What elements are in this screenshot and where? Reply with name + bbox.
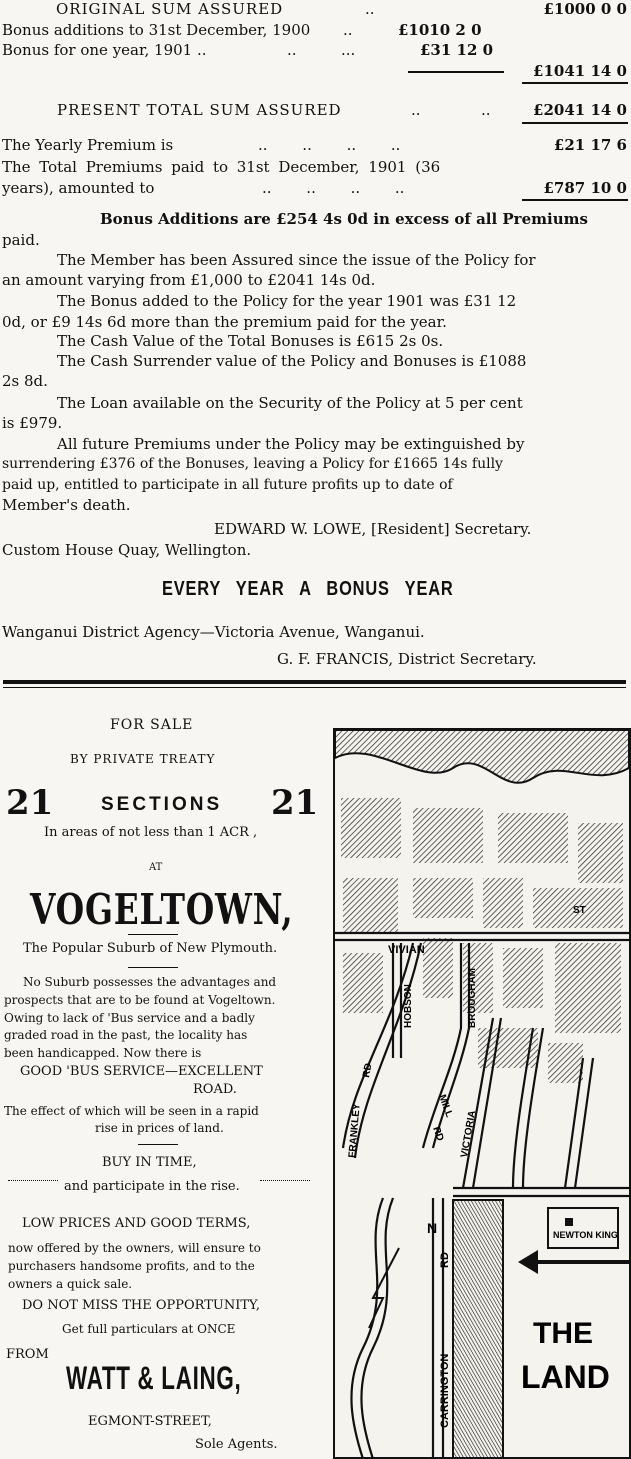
effect-line2: rise in prices of land. <box>95 1121 224 1135</box>
present-total-amount: £2041 14 0 <box>533 101 627 119</box>
sale-para1-line1: No Suburb possesses the advantages and <box>23 975 277 989</box>
district-secretary: G. F. FRANCIS, District Secretary. <box>277 650 537 668</box>
sections-title: SECTIONS <box>101 794 223 815</box>
buy-in-time: BUY IN TIME, <box>102 1155 197 1170</box>
vivian-label: VIVIAN <box>388 944 425 956</box>
offered-line1: now offered by the owners, will ensure to <box>8 1241 261 1255</box>
offered-line2: purchasers handsome profits, and to the <box>8 1259 255 1273</box>
sole-agents: Sole Agents. <box>195 1437 278 1452</box>
present-total-dots-2: .. <box>481 101 491 119</box>
carrington-label: CARRINGTON <box>439 1353 451 1428</box>
from-text: FROM <box>6 1347 49 1362</box>
land-for-sale-block <box>453 1200 503 1459</box>
for-sale-heading: FOR SALE <box>110 717 194 733</box>
section-divider-thin <box>3 687 626 688</box>
bonus-slogan: EVERY YEAR A BONUS YEAR <box>162 578 454 600</box>
para-surrender-2: 2s 8d. <box>2 372 48 390</box>
yearly-premium-label: The Yearly Premium is <box>2 136 174 154</box>
present-total-label: PRESENT TOTAL SUM ASSURED <box>57 101 342 119</box>
victoria-label: VICTORIA <box>459 1109 479 1159</box>
newton-king-label: NEWTON KING <box>553 1230 618 1240</box>
good-bus-line2: ROAD. <box>193 1082 237 1097</box>
present-rule <box>522 122 628 124</box>
para-loan-1: The Loan available on the Security of the Policy at 5 per cent <box>57 394 523 412</box>
participate-text: and participate in the rise. <box>64 1179 240 1194</box>
bonus-year-label: Bonus for one year, 1901 .. <box>2 41 207 59</box>
agents-street: EGMONT-STREET, <box>88 1414 212 1429</box>
offered-line3: owners a quick sale. <box>8 1277 133 1291</box>
yearly-premium-amount: £21 17 6 <box>553 136 627 154</box>
para-future-4: Member's death. <box>2 496 131 514</box>
st-label: ST <box>573 905 586 916</box>
secretary-signature: EDWARD W. LOWE, [Resident] Secretary. <box>214 520 532 538</box>
bonus-total-amount: £1041 14 0 <box>533 62 627 80</box>
para-future-3: paid up, entitled to participate in all future profits up to date of <box>2 477 453 493</box>
brougham-label: BROUGHAM <box>467 968 478 1028</box>
para-bonus-added-1: The Bonus added to the Policy for the year 1901 was £31 12 <box>57 292 517 310</box>
sections-count-right: 21 <box>271 783 319 823</box>
popular-suburb: The Popular Suburb of New Plymouth. <box>23 941 278 956</box>
the-label: THE <box>533 1317 593 1350</box>
para-surrender-1: The Cash Surrender value of the Policy and Bonuses is £1088 <box>57 352 527 370</box>
get-particulars: Get full particulars at ONCE <box>62 1322 236 1336</box>
bonus-year-dots-2: ... <box>341 41 356 59</box>
vogeltown-title: VOGELTOWN, <box>30 885 294 934</box>
effect-rule <box>138 1144 178 1145</box>
sale-para1-line2: prospects that are to be found at Vogeltown. <box>4 993 276 1007</box>
office-address: Custom House Quay, Wellington. <box>2 541 252 559</box>
para-cash-value: The Cash Value of the Total Bonuses is £615 2s 0s. <box>57 332 444 350</box>
total-rule <box>522 82 628 84</box>
sale-para1-line3: Owing to lack of 'Bus service and a badly <box>4 1011 255 1025</box>
sum-rule <box>408 71 504 73</box>
sale-para1-line4: graded road in the past, the locality has <box>4 1028 248 1042</box>
para-member-2: an amount varying from £1,000 to £2041 14s 0d. <box>2 271 376 289</box>
rule-right <box>260 1180 310 1181</box>
total-premiums-dots: .. .. .. .. <box>262 179 405 197</box>
total-premiums-line2: years), amounted to <box>2 179 155 197</box>
total-premiums-line1: The Total Premiums paid to 31st December, 1901 (36 <box>2 158 441 176</box>
district-agency: Wanganui District Agency—Victoria Avenue, Wanganui. <box>2 623 425 641</box>
agents-name: WATT & LAING, <box>66 1360 242 1396</box>
popular-rule <box>128 967 178 968</box>
mill-label: MILL <box>436 1093 455 1119</box>
mill-rd-label: RD <box>430 1125 446 1143</box>
frankley-label: FRANKLEY <box>347 1103 363 1159</box>
newton-king-building <box>548 1208 618 1248</box>
bonus-additions-amount: £1010 2 0 <box>398 21 482 39</box>
frankley-rd-label: RD <box>361 1062 375 1079</box>
para-loan-2: is £979. <box>2 414 63 432</box>
at-text: AT <box>149 862 163 873</box>
good-bus-line1: GOOD 'BUS SERVICE—EXCELLENT <box>20 1064 263 1079</box>
total-premiums-amount: £787 10 0 <box>543 179 627 197</box>
land-label: LAND <box>521 1359 610 1395</box>
original-sum-label: ORIGINAL SUM ASSURED <box>56 0 284 18</box>
para-future-1: All future Premiums under the Policy may be extinguished by <box>57 435 525 453</box>
bonus-additions-dots: .. <box>343 21 353 39</box>
sections-count-left: 21 <box>6 783 54 823</box>
para-member-1: The Member has been Assured since the issue of the Policy for <box>57 251 536 269</box>
title-rule <box>128 934 178 935</box>
carrington-rd-label: RD <box>439 1252 451 1268</box>
para-future-2: surrendering £376 of the Bonuses, leaving a Policy for £1665 14s fully <box>2 456 503 472</box>
north-label: N <box>427 1220 438 1236</box>
rule-left <box>8 1180 58 1181</box>
yearly-premium-dots: .. .. .. .. <box>258 136 401 154</box>
vogeltown-map <box>333 728 631 1459</box>
para-bonus-added-2: 0d, or £9 14s 6d more than the premium paid for the year. <box>2 313 447 331</box>
hobson-label: HOBSON <box>403 984 414 1028</box>
bonus-additions-label: Bonus additions to 31st December, 1900 <box>2 21 311 39</box>
effect-line1: The effect of which will be seen in a rapid <box>4 1104 259 1118</box>
sale-para1-line5: been handicapped. Now there is <box>4 1046 202 1060</box>
areas-text: In areas of not less than 1 ACR , <box>44 825 258 840</box>
para-bonus-additions-1: Bonus Additions are £254 4s 0d in excess of all Premiums <box>100 210 588 228</box>
low-prices: LOW PRICES AND GOOD TERMS, <box>22 1216 251 1231</box>
original-sum-amount: £1000 0 0 <box>543 0 627 18</box>
section-divider-thick <box>3 680 626 684</box>
para-bonus-additions-2: paid. <box>2 231 40 249</box>
by-private-treaty: BY PRIVATE TREATY <box>70 752 216 766</box>
bonus-year-amount: £31 12 0 <box>420 41 494 59</box>
do-not-miss: DO NOT MISS THE OPPORTUNITY, <box>22 1298 261 1313</box>
bonus-year-dots-1: .. <box>287 41 297 59</box>
building-marker <box>565 1218 573 1226</box>
premium-rule <box>522 199 628 201</box>
present-total-dots: .. <box>411 101 421 119</box>
original-sum-dots: .. <box>365 0 375 18</box>
